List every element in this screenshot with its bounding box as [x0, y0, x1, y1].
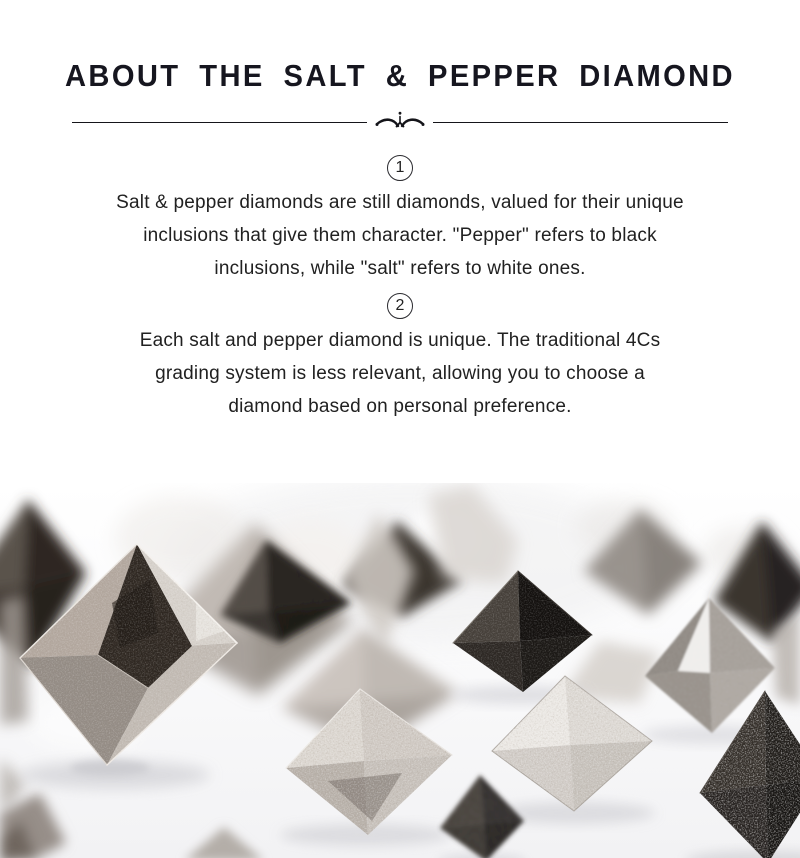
paragraph-line: Salt & pepper diamonds are still diamonds, valued for their unique: [116, 192, 684, 213]
divider-line-left: [72, 122, 367, 123]
section-2-paragraph: [0, 324, 800, 423]
divider-line-right: [433, 122, 728, 123]
paragraph-line: inclusions, while "salt" refers to white ones.: [214, 258, 586, 279]
section-1: [0, 155, 800, 285]
paragraph-line: diamond based on personal preference.: [228, 396, 572, 417]
diamonds-photo: [0, 483, 800, 858]
paragraph-line: inclusions that give them character. "Pepper" refers to black: [143, 225, 657, 246]
page-title: ABOUT THE SALT & PEPPER DIAMOND: [65, 58, 735, 93]
paragraph-line: Each salt and pepper diamond is unique. The traditional 4Cs: [139, 330, 661, 351]
section-1-number-badge: 1: [387, 155, 413, 181]
section-2: [0, 293, 800, 423]
section-2-number-badge: 2: [387, 293, 413, 319]
divider-ornament-icon: [372, 110, 428, 134]
paragraph-line: grading system is less relevant, allowing you to choose a: [155, 363, 645, 384]
section-1-paragraph: [0, 186, 800, 285]
diamonds-photo-svg: [0, 483, 800, 858]
infographic-panel: [0, 58, 800, 858]
divider: [72, 110, 728, 134]
